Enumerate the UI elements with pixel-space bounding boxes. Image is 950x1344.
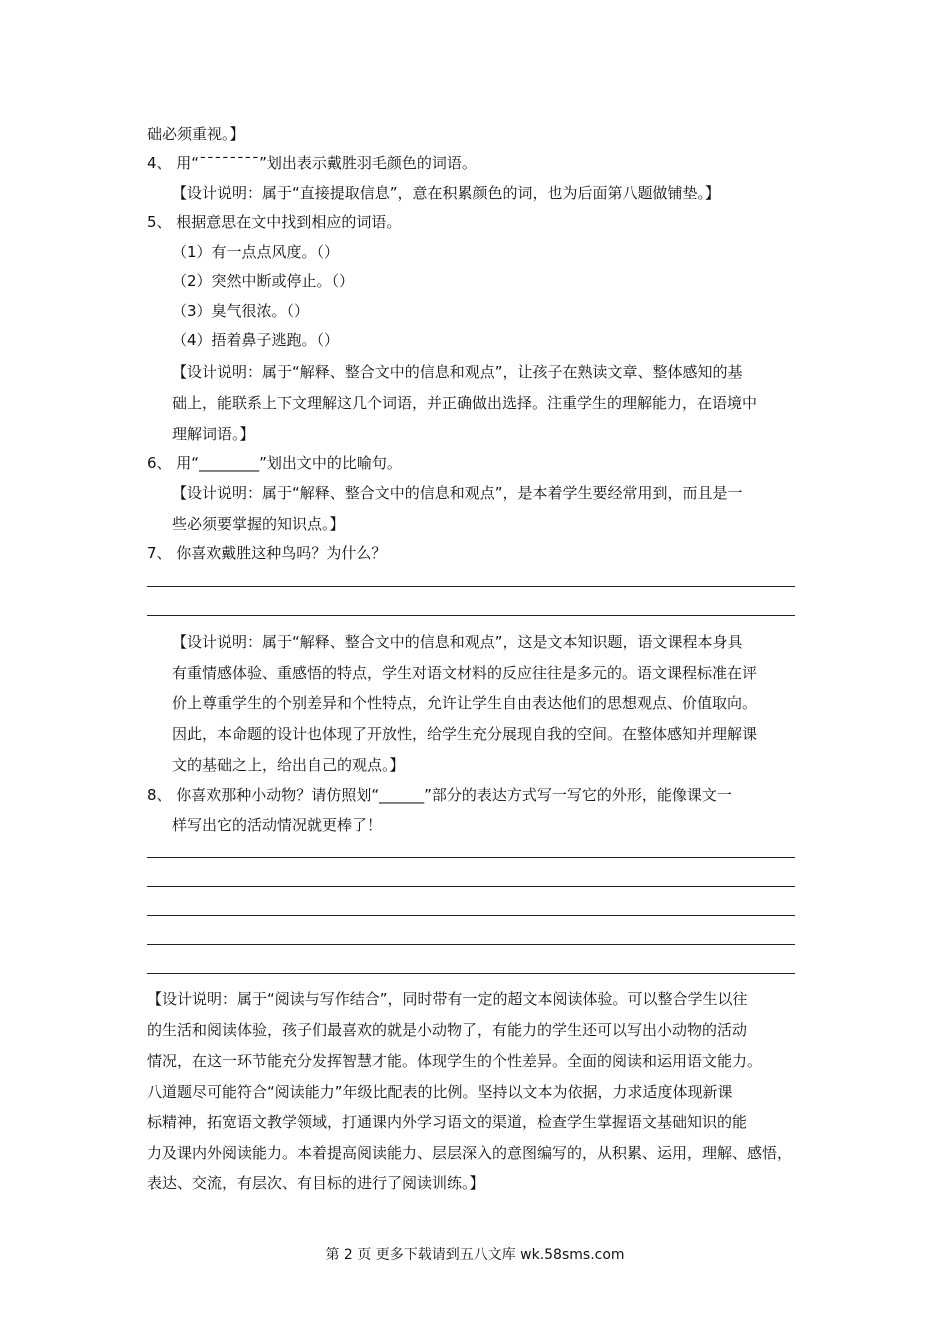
answer-line <box>147 944 795 945</box>
design-note: 些必须要掌握的知识点。】 <box>172 515 345 533</box>
sub-item: （1）有一点点风度。（） <box>172 243 340 261</box>
design-note: 文的基础之上，给出自己的观点。】 <box>172 756 405 774</box>
design-note: 【设计说明：属于“解释、整合文中的信息和观点”，是本着学生要经常用到，而且是一 <box>172 484 743 502</box>
design-note: 情况，在这一环节能充分发挥智慧才能。体现学生的个性差异。全面的阅读和运用语文能力。 <box>147 1052 763 1070</box>
design-note: 【设计说明：属于“解释、整合文中的信息和观点”，这是文本知识题，语文课程本身具 <box>172 633 743 651</box>
question-6: 6、 用“________”划出文中的比喻句。 <box>147 454 402 472</box>
design-note: 理解词语。】 <box>172 425 255 443</box>
question-7: 7、 你喜欢戴胜这种鸟吗？为什么？ <box>147 544 387 562</box>
text-line: 础必须重视。】 <box>147 125 245 143</box>
answer-line <box>147 886 795 887</box>
answer-line <box>147 586 795 587</box>
design-note: 力及课内外阅读能力。本着提高阅读能力、层层深入的意图编写的，从积累、运用，理解、感悟， <box>147 1144 793 1162</box>
sub-item: （3）臭气很浓。（） <box>172 302 310 320</box>
design-note: 【设计说明：属于“直接提取信息”，意在积累颜色的词，也为后面第八题做铺垫。】 <box>172 184 721 202</box>
answer-line <box>147 615 795 616</box>
design-note: 有重情感体验、重感悟的特点，学生对语文材料的反应往往是多元的。语文课程标准在评 <box>172 664 758 682</box>
design-note: 表达、交流，有层次、有目标的进行了阅读训练。】 <box>147 1174 485 1192</box>
design-note: 【设计说明：属于“解释、整合文中的信息和观点”，让孩子在熟读文章、整体感知的基 <box>172 363 743 381</box>
design-note: 础上，能联系上下文理解这几个词语，并正确做出选择。注重学生的理解能力，在语境中 <box>172 394 758 412</box>
design-note: 标精神，拓宽语文教学领域，打通课内外学习语文的渠道，检查学生掌握语文基础知识的能 <box>147 1113 748 1131</box>
question-4: 4、 用“¯¯¯¯¯¯¯¯”划出表示戴胜羽毛颜色的词语。 <box>147 154 477 172</box>
answer-line <box>147 973 795 974</box>
design-note: 【设计说明：属于“阅读与写作结合”，同时带有一定的超文本阅读体验。可以整合学生以往 <box>147 990 748 1008</box>
question-8-cont: 样写出它的活动情况就更棒了！ <box>172 816 383 834</box>
answer-line <box>147 857 795 858</box>
sub-item: （2）突然中断或停止。（） <box>172 272 355 290</box>
sub-item: （4）捂着鼻子逃跑。（） <box>172 331 340 349</box>
question-8: 8、 你喜欢那种小动物？请仿照划“______”部分的表达方式写一写它的外形，能像课文一 <box>147 786 732 804</box>
design-note: 因此，本命题的设计也体现了开放性，给学生充分展现自我的空间。在整体感知并理解课 <box>172 725 758 743</box>
design-note: 价上尊重学生的个别差异和个性特点，允许让学生自由表达他们的思想观点、价值取向。 <box>172 694 758 712</box>
design-note: 八道题尽可能符合“阅读能力”年级比配表的比例。坚持以文本为依据，力求适度体现新课 <box>147 1083 733 1101</box>
answer-line <box>147 915 795 916</box>
design-note: 的生活和阅读体验，孩子们最喜欢的就是小动物了，有能力的学生还可以写出小动物的活动 <box>147 1021 748 1039</box>
page-footer: 第 2 页 更多下载请到五八文库 wk.58sms.com <box>325 1247 625 1263</box>
question-5: 5、 根据意思在文中找到相应的词语。 <box>147 213 402 231</box>
